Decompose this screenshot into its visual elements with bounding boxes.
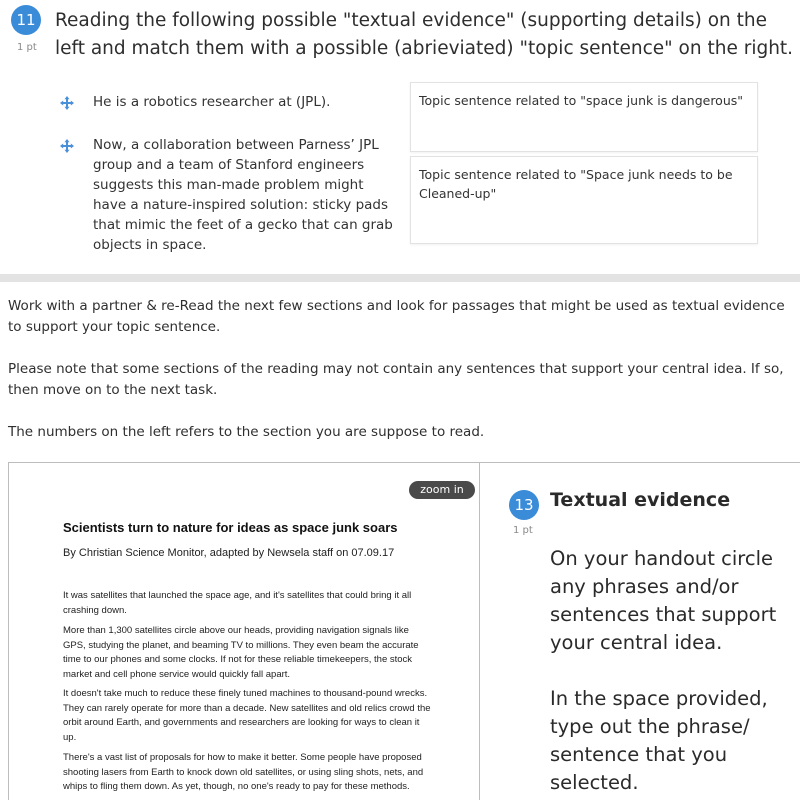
question-points: 1 pt bbox=[17, 42, 37, 53]
question-title: Reading the following possible "textual evidence" (supporting details) on the left and match them with a possible (abrieviated) "topic sentence" on the right. bbox=[55, 10, 794, 59]
evidence-item-1[interactable] bbox=[60, 92, 400, 116]
instruction-paragraph: In the space provided, type out the phrase/ sentence that you selected. bbox=[550, 687, 768, 794]
article-paragraph: More than 1,300 satellites circle above our heads, providing navigation signals like GPS, studying the planet, and beaming TV to millions. They even beam the accurate time to our phones and some clocks. If not for these reliable timekeepers, the stock market and cell phone service would quickly fall apart. bbox=[63, 625, 419, 680]
topic-label: Topic sentence related to "Space junk needs to be Cleaned-up" bbox=[419, 167, 733, 201]
topic-dropzone-1[interactable] bbox=[410, 82, 758, 152]
move-arrows-icon[interactable] bbox=[60, 96, 74, 110]
instruction-paragraph: The numbers on the left refers to the section you are suppose to read. bbox=[8, 424, 485, 440]
instruction-paragraph: Please note that some sections of the reading may not contain any sentences that support your central idea. If so, then move on to the next task. bbox=[8, 361, 784, 398]
evidence-text: Now, a collaboration between Parness’ JPL group and a team of Stanford engineers suggests this man-made problem might have a nature-inspired solution: sticky pads that mimic the feet of a gecko that can grab objects in space. bbox=[93, 137, 393, 253]
question-points: 1 pt bbox=[513, 525, 533, 536]
evidence-text: He is a robotics researcher at (JPL). bbox=[93, 94, 331, 110]
instructions bbox=[8, 296, 793, 464]
section-divider bbox=[0, 274, 800, 282]
reading-document[interactable] bbox=[8, 462, 480, 800]
article-title: Scientists turn to nature for ideas as space junk soars bbox=[63, 520, 398, 535]
instruction-paragraph: Work with a partner & re-Read the next few sections and look for passages that might be used as textual evidence to support your topic sentence. bbox=[8, 298, 785, 335]
question-13 bbox=[480, 462, 800, 800]
question-title: Textual evidence bbox=[550, 489, 731, 511]
question-instructions bbox=[550, 545, 786, 800]
evidence-item-2[interactable] bbox=[60, 135, 400, 255]
question-number-badge: 13 bbox=[509, 490, 539, 520]
article-paragraph: It doesn't take much to reduce these finely tuned machines to thousand-pound wrecks. They can rarely operate for more than a decade. New satellites and old relics crowd the orbit around Earth, and governments and researchers are looking for ways to clean it up. bbox=[63, 688, 431, 743]
question-11 bbox=[0, 0, 800, 268]
topic-label: Topic sentence related to "space junk is dangerous" bbox=[419, 93, 744, 108]
question-number-badge: 11 bbox=[11, 5, 41, 35]
article-byline: By Christian Science Monitor, adapted by Newsela staff on 07.09.17 bbox=[63, 547, 395, 559]
article-paragraph: It was satellites that launched the space age, and it's satellites that could bring it all crashing down. bbox=[63, 590, 412, 616]
move-arrows-icon[interactable] bbox=[60, 139, 74, 153]
topic-dropzone-2[interactable] bbox=[410, 156, 758, 244]
article-paragraph: There's a vast list of proposals for how to make it better. Some people have proposed shooting lasers from Earth to knock down old satellites, or using sling shots, nets, and whips to fling them down. As yet, though, no one's ready to pay for these methods. bbox=[63, 752, 424, 792]
zoom-in-button[interactable]: zoom in bbox=[409, 481, 475, 499]
instruction-paragraph: On your handout circle any phrases and/or sentences that support your central idea. bbox=[550, 547, 777, 654]
